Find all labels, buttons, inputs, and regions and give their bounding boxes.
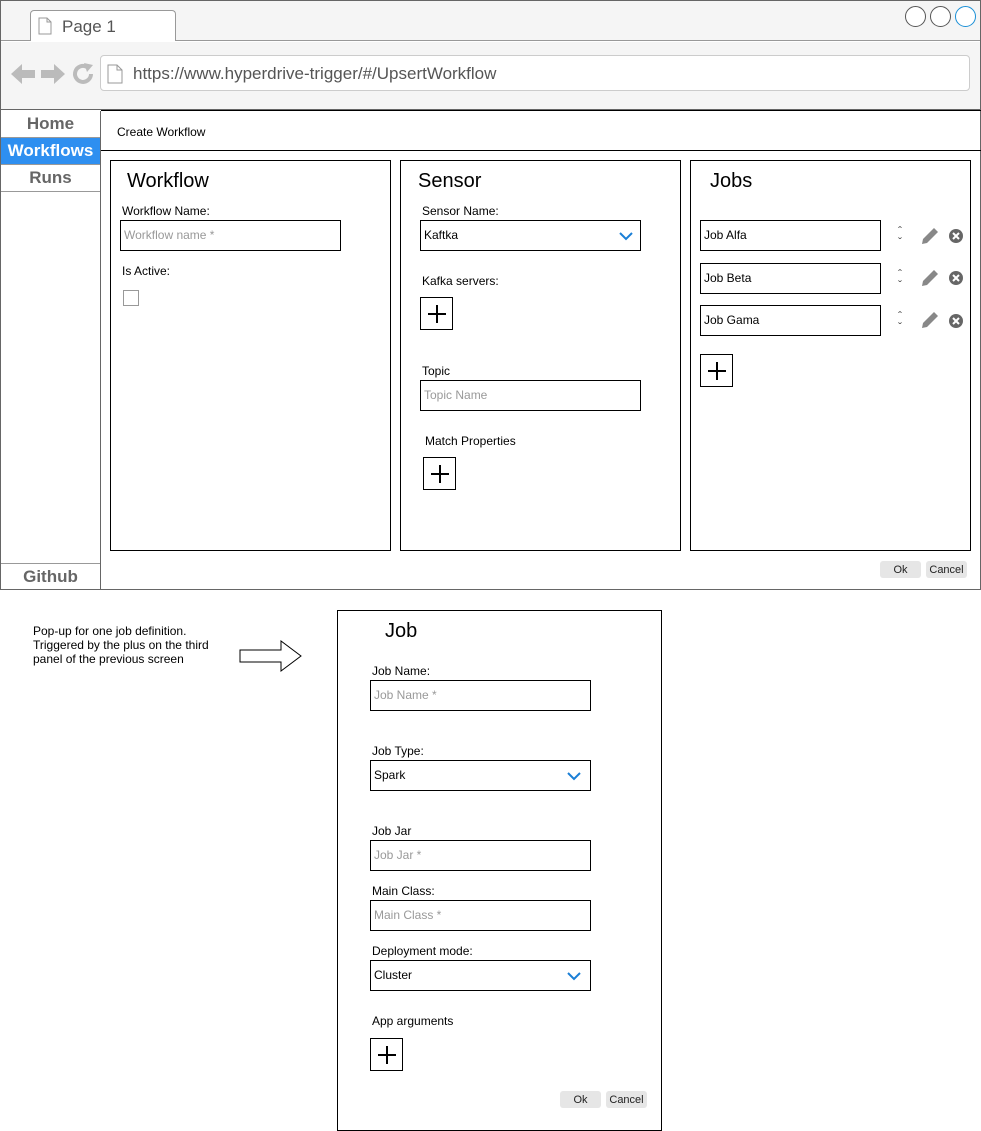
is-active-checkbox[interactable] [123,290,139,306]
workflow-name-placeholder: Workflow name * [124,228,215,242]
page-icon [107,64,123,84]
job-item[interactable] [700,305,881,336]
add-job-button[interactable] [700,354,733,387]
job-jar-input[interactable] [370,840,591,871]
workflow-panel-title: Workflow [127,170,209,192]
delete-icon[interactable] [949,229,963,243]
sensor-name-select[interactable] [420,220,641,251]
workflow-name-label: Workflow Name: [122,204,210,218]
ok-button[interactable]: Ok [880,561,921,578]
sensor-panel [400,160,681,551]
url-text: https://www.hyperdrive-trigger/#/UpsertWorkflow [133,64,497,83]
job-jar-placeholder: Job Jar * [374,848,422,862]
job-name-label: Job Name: [372,664,431,678]
sensor-panel-title: Sensor [418,170,482,192]
workflow-name-input[interactable] [120,220,341,251]
job-type-label: Job Type: [372,744,424,758]
reorder-icon[interactable]: ˆ ˇ [898,224,902,249]
main-class-placeholder: Main Class * [374,908,442,922]
job-popup-title: Job [385,620,418,642]
chevron-down-icon [619,231,633,241]
sidebar-item-home[interactable]: Home [1,111,100,138]
page-icon [38,17,52,35]
job-jar-label: Job Jar [372,824,412,838]
topic-label: Topic [422,364,451,378]
window-maximize-icon[interactable] [930,6,951,27]
app-arguments-label: App arguments [372,1014,454,1028]
add-match-property-button[interactable] [423,457,456,490]
is-active-label: Is Active: [122,264,171,278]
cancel-button[interactable]: Cancel [926,561,967,578]
edit-pencil-icon[interactable] [920,226,940,246]
kafka-servers-label: Kafka servers: [422,274,499,288]
chevron-down-icon [567,771,581,781]
reorder-icon[interactable]: ˆ ˇ [898,267,902,292]
add-app-argument-button[interactable] [370,1038,403,1071]
sidebar-item-github[interactable]: Github [1,563,100,589]
window-minimize-icon[interactable] [905,6,926,27]
main-class-label: Main Class: [372,884,435,898]
job-type-value: Spark [374,768,406,782]
delete-icon[interactable] [949,271,963,285]
chevron-down-icon [567,971,581,981]
workflow-panel [110,160,391,551]
deployment-mode-value: Cluster [374,968,413,982]
job-item[interactable] [700,220,881,251]
add-kafka-server-button[interactable] [420,297,453,330]
popup-ok-button[interactable]: Ok [560,1091,601,1108]
popup-cancel-button[interactable]: Cancel [606,1091,647,1108]
back-arrow-icon[interactable] [10,62,36,86]
job-name-placeholder: Job Name * [374,688,437,702]
match-properties-label: Match Properties [425,434,516,448]
page-title: Create Workflow [101,110,981,151]
sidebar-item-runs[interactable]: Runs [1,165,100,192]
right-arrow-icon [239,640,303,672]
topic-placeholder: Topic Name [424,388,488,402]
jobs-panel-title: Jobs [710,170,753,192]
sidebar-item-workflows[interactable]: Workflows [1,138,100,165]
job-type-select[interactable] [370,760,591,791]
forward-arrow-icon[interactable] [40,62,66,86]
edit-pencil-icon[interactable] [920,268,940,288]
window-close-icon[interactable] [955,6,976,27]
job-item[interactable] [700,263,881,294]
topic-input[interactable] [420,380,641,411]
deployment-mode-label: Deployment mode: [372,944,473,958]
tab-title: Page 1 [62,17,116,36]
job-name: Job Gama [704,313,760,327]
edit-pencil-icon[interactable] [920,310,940,330]
sensor-name-value: Kaftka [424,228,459,242]
job-name-input[interactable] [370,680,591,711]
main-class-input[interactable] [370,900,591,931]
reorder-icon[interactable]: ˆ ˇ [898,309,902,334]
delete-icon[interactable] [949,314,963,328]
deployment-mode-select[interactable] [370,960,591,991]
sensor-name-label: Sensor Name: [422,204,499,218]
reload-icon[interactable] [71,62,95,86]
annotation-text: Pop-up for one job definition. Triggered by the plus on the third panel of the previous screen [33,624,209,666]
job-name: Job Alfa [704,228,747,242]
job-name: Job Beta [704,271,752,285]
